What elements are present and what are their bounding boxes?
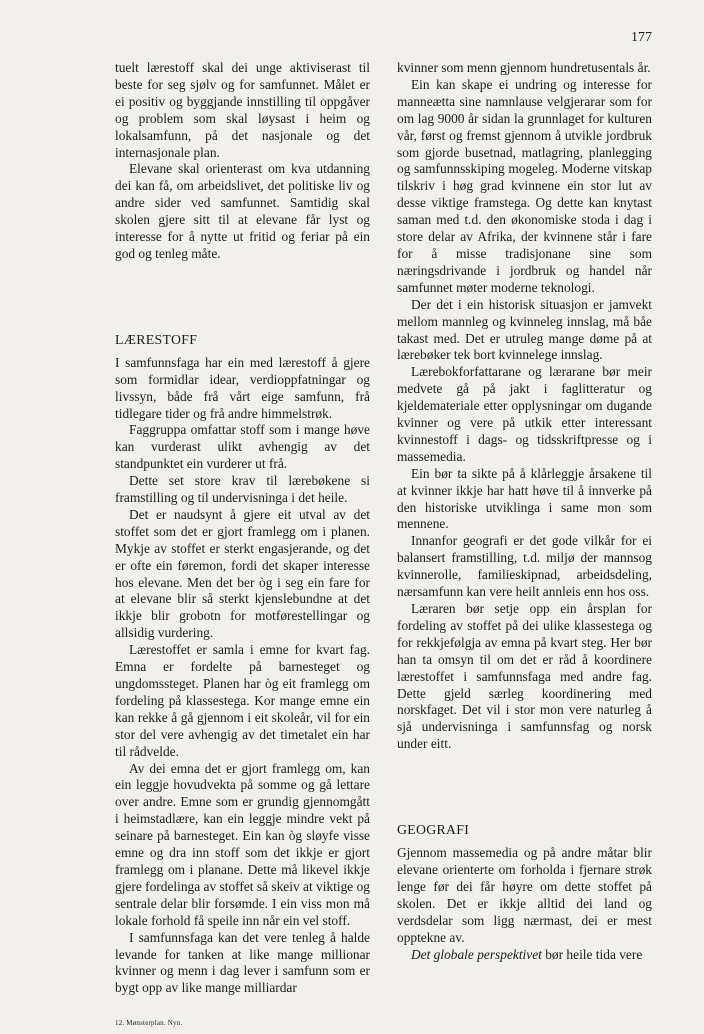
body-paragraph: Av dei emna det er gjort framlegg om, kan ein leggje hovudvekta på somme og gå lettare over andre. Emne som er grundig gjennomgått i heimstadlære, kan ein leggje mindre vekt på seinare på barnesteget. Ein kan òg sløyfe visse emne og dra inn stoff som det ikkje er gjort framlegg om i planane. Dette må likevel ikkje gjere fordelinga av stoffet så skeiv at viktige og sentrale delar blir forsømde. I ein viss mon må lokale forhold få speile inn når ein vel stoff. [115,760,370,928]
body-paragraph: Gjennom massemedia og på andre måtar blir elevane orienterte om forholda i fjernare strøk lenge før dei får høyre om dette stoffet på skolen. Det er ikkje alltid dei land og verdsdelar som ligg nærmast, dei er mest opptekne av. [397,845,652,945]
right-column [397,60,652,963]
body-paragraph: Innanfor geografi er det gode vilkår for ei balansert framstilling, t.d. miljø der mannsog kvinnerolle, familieskipnad, arbeidsdeling, nærsamfunn kan vere heilt annleis enn hos oss. [397,533,652,600]
body-paragraph: Ein kan skape ei undring og interesse for manneætta sine namnlause velgjerarar som for om lag 9000 år sidan la grunnlaget for kulturen vår, først og fremst gjennom å utvikle jordbruk som gjorde busetnad, matlagring, planlegging og samfunnsskiping mogeleg. Moderne vitskap tilskriv i høg grad kvinnene ein stor lut av desse viktige framstega. Og dette kan knytast saman med t.d. den økonomiske stoda i dag i store delar av Afrika, der kvinnene står i fare for å misse tradisjonane sine som næringsdrivande i jordbruk og handel når samfunnet møter moderne teknologi. [397,76,652,295]
body-paragraph: I samfunnsfaga kan det vere tenleg å halde levande for tanken at like mange millionar kvinner og menn i dag lever i samfunn som er bygt opp av like mange milliardar [115,929,370,996]
body-paragraph: Elevane skal orienterast om kva utdanning dei kan få, om arbeidslivet, det politiske liv og andre sider ved samfunnet. Samtidig skal skolen gjere sitt til at elevane får lyst og interesse for å nytte ut fritid og feriar på ein god og tenleg måte. [115,161,370,261]
body-paragraph: Lærebokforfattarane og lærarane bør meir medvete gå på jakt i faglitteratur og kjeldemateriale etter opplysningar om dugande kvinner og vere på utkik etter interessant kvinnestoff i dags- og tidsskriftpresse og i massemedia. [397,364,652,464]
body-paragraph: Der det i ein historisk situasjon er jamvekt mellom mannleg og kvinneleg innslag, må båe takast med. Det er utruleg mange døme på at lærebøker tek bort kvinnelege innslag. [397,296,652,363]
left-column [115,60,370,997]
section-heading-geografi: GEOGRAFI [397,822,470,838]
paragraph-continuation: bør heile tida vere [541,946,643,962]
body-paragraph-last [397,947,652,964]
body-paragraph: Dette set store krav til lærebøkene si framstilling og til undervisninga i det heile. [115,473,370,506]
body-paragraph: Læraren bør setje opp ein årsplan for fordeling av stoffet på dei ulike klassestega og for rekkjefølgja av emna på kvart steg. Her bør han ta omsyn til om det er råd å koordinere lærestoffet i samfunnsfaga med andre fag. Dette gjeld særleg koordinering med norskfaget. Det vil i stor mon vere naturleg å sjå undervisninga i samfunnsfag og norsk under eitt. [397,601,652,752]
body-paragraph: Ein bør ta sikte på å klårleggje årsakene til at kvinner ikkje har hatt høve til å innverke på den historiske utviklinga i same mon som mennene. [397,465,652,532]
page-number: 177 [631,30,652,45]
body-paragraph: Det er naudsynt å gjere eit utval av det stoffet som det er gjort framlegg om i planen. Mykje av stoffet er sterkt engasjerande, og det er ofte ein føremon, fordi det skaper interesse hos elevane. Men det ber òg i seg ein fare for at elevane blir så sterkt kjenslebundne at det ikkje blir grobotn for motførestellingar og allsidig vurdering. [115,506,370,641]
body-paragraph: I samfunnsfaga har ein med lærestoff å gjere som formidlar idear, verdioppfatningar og livssyn, både frå vårt eige samfunn, frå tidlegare tider og frå andre himmelstrøk. [115,354,370,421]
body-paragraph: tuelt lærestoff skal dei unge aktiviserast til beste for seg sjølv og for samfunnet. Målet er ei positiv og byggjande innstilling til oppgåver og problem som skal løysast i heim og lokalsamfunn, på det nasjonale og det internasjonale plan. [115,60,370,160]
body-paragraph: Faggruppa omfattar stoff som i mange høve kan vurderast ulikt avhengig av det standpunktet ein vurderer ut frå. [115,422,370,472]
italic-phrase: Det globale perspektivet [411,946,542,962]
footer-note: 12. Mønsterplan. Nyn. [115,1019,183,1027]
body-paragraph: Lærestoffet er samla i emne for kvart fag. Emna er fordelte på barnesteget og ungdomssteget. Planen har òg eit framlegg om fordeling på klassestega. Kor mange emne ein kan rekke å gå gjennom i eit skoleår, vil for ein stor del vere avhengig av det timetalet ein har til rådvelde. [115,642,370,759]
body-paragraph: kvinner som menn gjennom hundretusentals år. [397,60,651,75]
section-heading-laerestoff: LÆRESTOFF [115,331,198,347]
